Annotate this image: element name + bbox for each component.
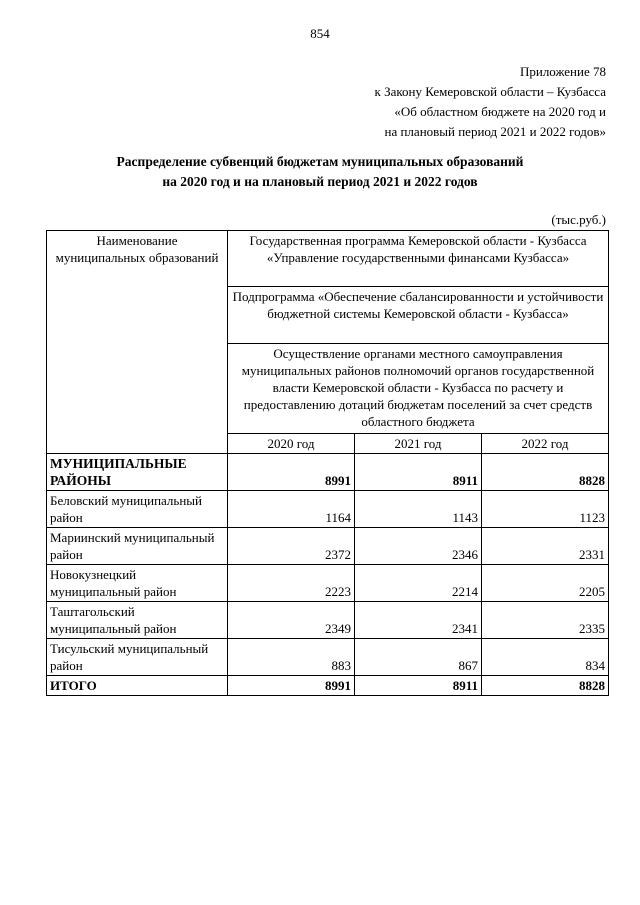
header-year-2020: 2020 год (228, 434, 355, 454)
total-value-2020: 8991 (228, 676, 355, 696)
total-value-2021: 8911 (355, 676, 482, 696)
header-municipality-name: Наименование муниципальных образований (47, 231, 228, 454)
row-value-2020: 8991 (228, 454, 355, 491)
row-value-2021: 2341 (355, 602, 482, 639)
row-name: Беловский муниципальный район (47, 491, 228, 528)
header-year-2021: 2021 год (355, 434, 482, 454)
table-row (47, 528, 609, 565)
row-value-2021: 2346 (355, 528, 482, 565)
row-value-2020: 883 (228, 639, 355, 676)
table-row (47, 491, 609, 528)
header-subprogram: Подпрограмма «Обеспечение сбалансированности и устойчивости бюджетной системы Кемеровской области - Кузбасса» (228, 287, 609, 344)
appendix-line: к Закону Кемеровской области – Кузбасса (374, 84, 606, 99)
row-value-2022: 2205 (482, 565, 609, 602)
row-name: Мариинский муниципальный район (47, 528, 228, 565)
row-value-2020: 2223 (228, 565, 355, 602)
row-value-2020: 2349 (228, 602, 355, 639)
row-name: Таштагольский муниципальный район (47, 602, 228, 639)
row-value-2020: 1164 (228, 491, 355, 528)
row-value-2022: 2331 (482, 528, 609, 565)
document-title (0, 152, 640, 192)
title-line: на 2020 год и на плановый период 2021 и 2022 годов (162, 174, 478, 189)
appendix-line: Приложение 78 (519, 64, 606, 79)
row-value-2021: 8911 (355, 454, 482, 491)
row-value-2022: 1123 (482, 491, 609, 528)
total-row (47, 676, 609, 696)
row-value-2021: 867 (355, 639, 482, 676)
row-value-2021: 1143 (355, 491, 482, 528)
appendix-line: на плановый период 2021 и 2022 годов» (384, 124, 606, 139)
row-name: МУНИЦИПАЛЬНЫЕ РАЙОНЫ (47, 454, 228, 491)
header-year-2022: 2022 год (482, 434, 609, 454)
appendix-line: «Об областном бюджете на 2020 год и (394, 104, 606, 119)
row-name: Тисульский муниципальный район (47, 639, 228, 676)
row-value-2021: 2214 (355, 565, 482, 602)
table-row (47, 639, 609, 676)
unit-label: (тыс.руб.) (551, 212, 606, 227)
page-number: 854 (310, 26, 330, 41)
appendix-block (375, 62, 607, 142)
table-row (47, 454, 609, 491)
row-value-2020: 2372 (228, 528, 355, 565)
title-line: Распределение субвенций бюджетам муниципальных образований (116, 154, 524, 169)
total-label: ИТОГО (47, 676, 228, 696)
table-row (47, 602, 609, 639)
row-value-2022: 2335 (482, 602, 609, 639)
row-value-2022: 834 (482, 639, 609, 676)
row-value-2022: 8828 (482, 454, 609, 491)
table-row (47, 565, 609, 602)
header-activity: Осуществление органами местного самоуправления муниципальных районов полномочий органов государственной власти Кемеровской области - Кузбасса по расчету и предоставлению дотаций бюджетам поселений за счет средств областного бюджета (228, 344, 609, 434)
row-name: Новокузнецкий муниципальный район (47, 565, 228, 602)
total-value-2022: 8828 (482, 676, 609, 696)
header-program: Государственная программа Кемеровской области - Кузбасса «Управление государственными финансами Кузбасса» (228, 231, 609, 287)
subvention-table (46, 230, 609, 696)
